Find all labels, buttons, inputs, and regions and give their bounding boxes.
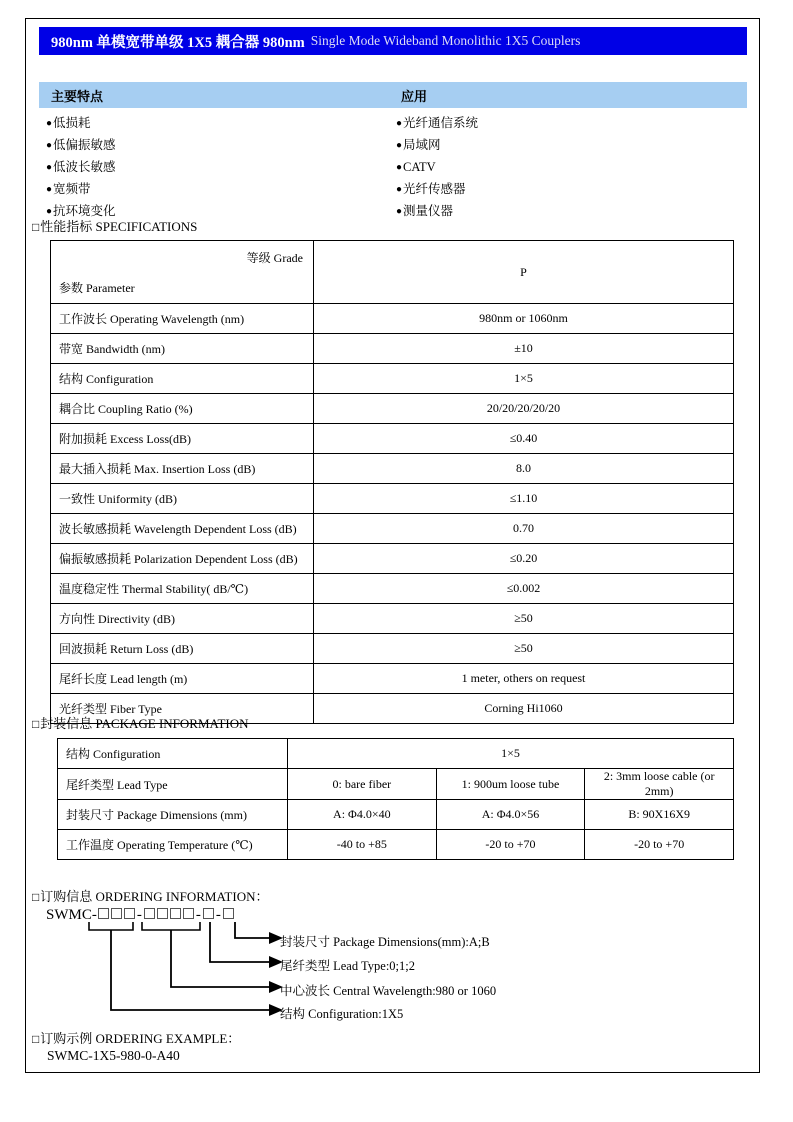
grade-header-label: 等级 Grade bbox=[246, 251, 303, 265]
package-row-value: 0: bare fiber bbox=[288, 769, 437, 800]
table-row bbox=[51, 424, 734, 454]
package-row-label: 工作温度 Operating Temperature (℃) bbox=[58, 830, 288, 860]
list-item-label: 局域网 bbox=[403, 138, 441, 152]
list-item-label: 测量仪器 bbox=[403, 204, 454, 218]
section-title-label: 订购示例 ORDERING EXAMPLE： bbox=[40, 1031, 241, 1046]
checkbox-square-icon: □ bbox=[32, 1032, 40, 1046]
spec-parameter-cell: 偏振敏感损耗 Polarization Dependent Loss (dB) bbox=[51, 544, 314, 574]
package-row-value: A: Φ4.0×40 bbox=[288, 800, 437, 830]
table-row bbox=[51, 514, 734, 544]
package-row-value: -20 to +70 bbox=[585, 830, 734, 860]
ordering-label-configuration: 结构 Configuration:1X5 bbox=[280, 1007, 404, 1021]
section-title-label: 性能指标 SPECIFICATIONS bbox=[40, 219, 198, 234]
ordering-label-central-wavelength: 中心波长 Central Wavelength:980 or 1060 bbox=[280, 984, 497, 998]
list-item bbox=[396, 112, 478, 134]
features-header-band bbox=[39, 82, 747, 108]
table-row bbox=[51, 364, 734, 394]
package-row-value: A: Φ4.0×56 bbox=[436, 800, 585, 830]
spec-value-cell: 980nm or 1060nm bbox=[314, 304, 734, 334]
table-row bbox=[58, 769, 734, 800]
bullet-icon: ● bbox=[396, 140, 403, 151]
list-item-label: 低偏振敏感 bbox=[53, 138, 116, 152]
table-header-cell-grade-value: P bbox=[314, 241, 734, 304]
spec-value-cell: 1×5 bbox=[314, 364, 734, 394]
table-row bbox=[51, 664, 734, 694]
package-configuration-label: 结构 Configuration bbox=[58, 739, 288, 769]
section-title-label: 订购信息 ORDERING INFORMATION： bbox=[40, 889, 269, 904]
list-item-label: 光纤通信系统 bbox=[403, 116, 479, 130]
list-item-label: 低波长敏感 bbox=[53, 160, 116, 174]
bullet-icon: ● bbox=[46, 118, 53, 129]
ordering-example-heading bbox=[32, 1028, 240, 1047]
package-information-table bbox=[57, 738, 734, 860]
bullet-icon: ● bbox=[46, 184, 53, 195]
specifications-section-heading bbox=[32, 216, 197, 235]
features-header-label: 主要特点 bbox=[51, 89, 104, 104]
table-row bbox=[51, 304, 734, 334]
specifications-table bbox=[50, 240, 734, 724]
table-row bbox=[51, 634, 734, 664]
spec-parameter-cell: 尾纤长度 Lead length (m) bbox=[51, 664, 314, 694]
spec-parameter-cell: 一致性 Uniformity (dB) bbox=[51, 484, 314, 514]
list-item-label: 抗环境变化 bbox=[53, 204, 116, 218]
list-item bbox=[46, 112, 116, 134]
package-row-label: 封装尺寸 Package Dimensions (mm) bbox=[58, 800, 288, 830]
bullet-icon: ● bbox=[396, 118, 403, 129]
bullet-icon: ● bbox=[396, 162, 403, 173]
table-row bbox=[51, 454, 734, 484]
applications-list bbox=[396, 112, 478, 222]
spec-parameter-cell: 方向性 Directivity (dB) bbox=[51, 604, 314, 634]
page-title-english: Single Mode Wideband Monolithic 1X5 Couplers bbox=[310, 33, 581, 48]
spec-parameter-cell: 波长敏感损耗 Wavelength Dependent Loss (dB) bbox=[51, 514, 314, 544]
spec-value-cell: 0.70 bbox=[314, 514, 734, 544]
spec-value-cell: ≥50 bbox=[314, 604, 734, 634]
table-row bbox=[51, 544, 734, 574]
table-row bbox=[51, 334, 734, 364]
bullet-icon: ● bbox=[46, 206, 53, 217]
spec-value-cell: ≤0.002 bbox=[314, 574, 734, 604]
features-list bbox=[46, 112, 116, 222]
package-row-value: B: 90X16X9 bbox=[585, 800, 734, 830]
ordering-section-heading bbox=[32, 886, 268, 905]
list-item bbox=[46, 134, 116, 156]
ordering-label-lead-type: 尾纤类型 Lead Type:0;1;2 bbox=[280, 959, 415, 973]
specifications-table-body bbox=[51, 241, 734, 724]
spec-value-cell: ±10 bbox=[314, 334, 734, 364]
checkbox-square-icon: □ bbox=[32, 890, 40, 904]
spec-parameter-cell: 带宽 Bandwidth (nm) bbox=[51, 334, 314, 364]
spec-parameter-cell: 最大插入损耗 Max. Insertion Loss (dB) bbox=[51, 454, 314, 484]
list-item bbox=[46, 156, 116, 178]
table-row bbox=[51, 574, 734, 604]
list-item bbox=[396, 178, 478, 200]
spec-value-cell: 1 meter, others on request bbox=[314, 664, 734, 694]
table-header-row bbox=[51, 241, 734, 304]
ordering-code-diagram bbox=[32, 905, 552, 1025]
package-configuration-value: 1×5 bbox=[288, 739, 734, 769]
ordering-label-package-dimensions: 封装尺寸 Package Dimensions(mm):A;B bbox=[280, 935, 490, 949]
list-item-label: 宽频带 bbox=[53, 182, 91, 196]
bullet-icon: ● bbox=[46, 140, 53, 151]
spec-parameter-cell: 工作波长 Operating Wavelength (nm) bbox=[51, 304, 314, 334]
ordering-code-separator: - bbox=[215, 907, 221, 923]
table-row bbox=[51, 484, 734, 514]
spec-value-cell: ≥50 bbox=[314, 634, 734, 664]
spec-parameter-cell: 附加损耗 Excess Loss(dB) bbox=[51, 424, 314, 454]
package-row-value: -40 to +85 bbox=[288, 830, 437, 860]
package-row-label: 尾纤类型 Lead Type bbox=[58, 769, 288, 800]
package-table-body bbox=[58, 739, 734, 860]
checkbox-square-icon: □ bbox=[32, 717, 40, 731]
package-row-value: 2: 3mm loose cable (or 2mm) bbox=[585, 769, 734, 800]
checkbox-square-icon: □ bbox=[32, 220, 40, 234]
page-title-chinese: 980nm 单模宽带单级 1X5 耦合器 980nm bbox=[51, 34, 305, 51]
ordering-code-prefix: SWMC- bbox=[46, 907, 97, 923]
spec-value-cell: ≤1.10 bbox=[314, 484, 734, 514]
spec-parameter-cell: 耦合比 Coupling Ratio (%) bbox=[51, 394, 314, 424]
spec-parameter-cell: 回波损耗 Return Loss (dB) bbox=[51, 634, 314, 664]
spec-value-cell: ≤0.40 bbox=[314, 424, 734, 454]
bullet-icon: ● bbox=[396, 184, 403, 195]
list-item-label: 低损耗 bbox=[53, 116, 91, 130]
list-item bbox=[396, 156, 478, 178]
list-item bbox=[46, 178, 116, 200]
table-row bbox=[58, 739, 734, 769]
spec-parameter-cell: 结构 Configuration bbox=[51, 364, 314, 394]
list-item bbox=[396, 200, 478, 222]
document-title-banner bbox=[39, 27, 747, 55]
table-row bbox=[51, 604, 734, 634]
list-item-label: CATV bbox=[403, 160, 436, 174]
spec-value-cell: 20/20/20/20/20 bbox=[314, 394, 734, 424]
spec-value-cell: 8.0 bbox=[314, 454, 734, 484]
ordering-example-code: SWMC-1X5-980-0-A40 bbox=[47, 1048, 180, 1063]
list-item-label: 光纤传感器 bbox=[403, 182, 466, 196]
list-item bbox=[396, 134, 478, 156]
spec-value-cell: Corning Hi1060 bbox=[314, 694, 734, 724]
spec-value-cell: ≤0.20 bbox=[314, 544, 734, 574]
bullet-icon: ● bbox=[396, 206, 403, 217]
ordering-code-separator: - bbox=[195, 907, 201, 923]
bullet-icon: ● bbox=[46, 162, 53, 173]
package-row-value: 1: 900um loose tube bbox=[436, 769, 585, 800]
applications-header-label: 应用 bbox=[401, 89, 428, 104]
package-row-value: -20 to +70 bbox=[436, 830, 585, 860]
section-title-label: 封装信息 PACKAGE INFORMATION bbox=[40, 716, 249, 731]
table-row bbox=[58, 830, 734, 860]
package-section-heading bbox=[32, 713, 249, 732]
spec-parameter-cell: 温度稳定性 Thermal Stability( dB/℃) bbox=[51, 574, 314, 604]
table-row bbox=[51, 394, 734, 424]
table-row bbox=[58, 800, 734, 830]
table-header-cell-parameter bbox=[51, 241, 314, 304]
spec-parameter-cell: 光纤类型 Fiber Type bbox=[51, 694, 314, 724]
ordering-code-separator: - bbox=[136, 907, 142, 923]
parameter-header-label: 参数 Parameter bbox=[59, 281, 135, 295]
